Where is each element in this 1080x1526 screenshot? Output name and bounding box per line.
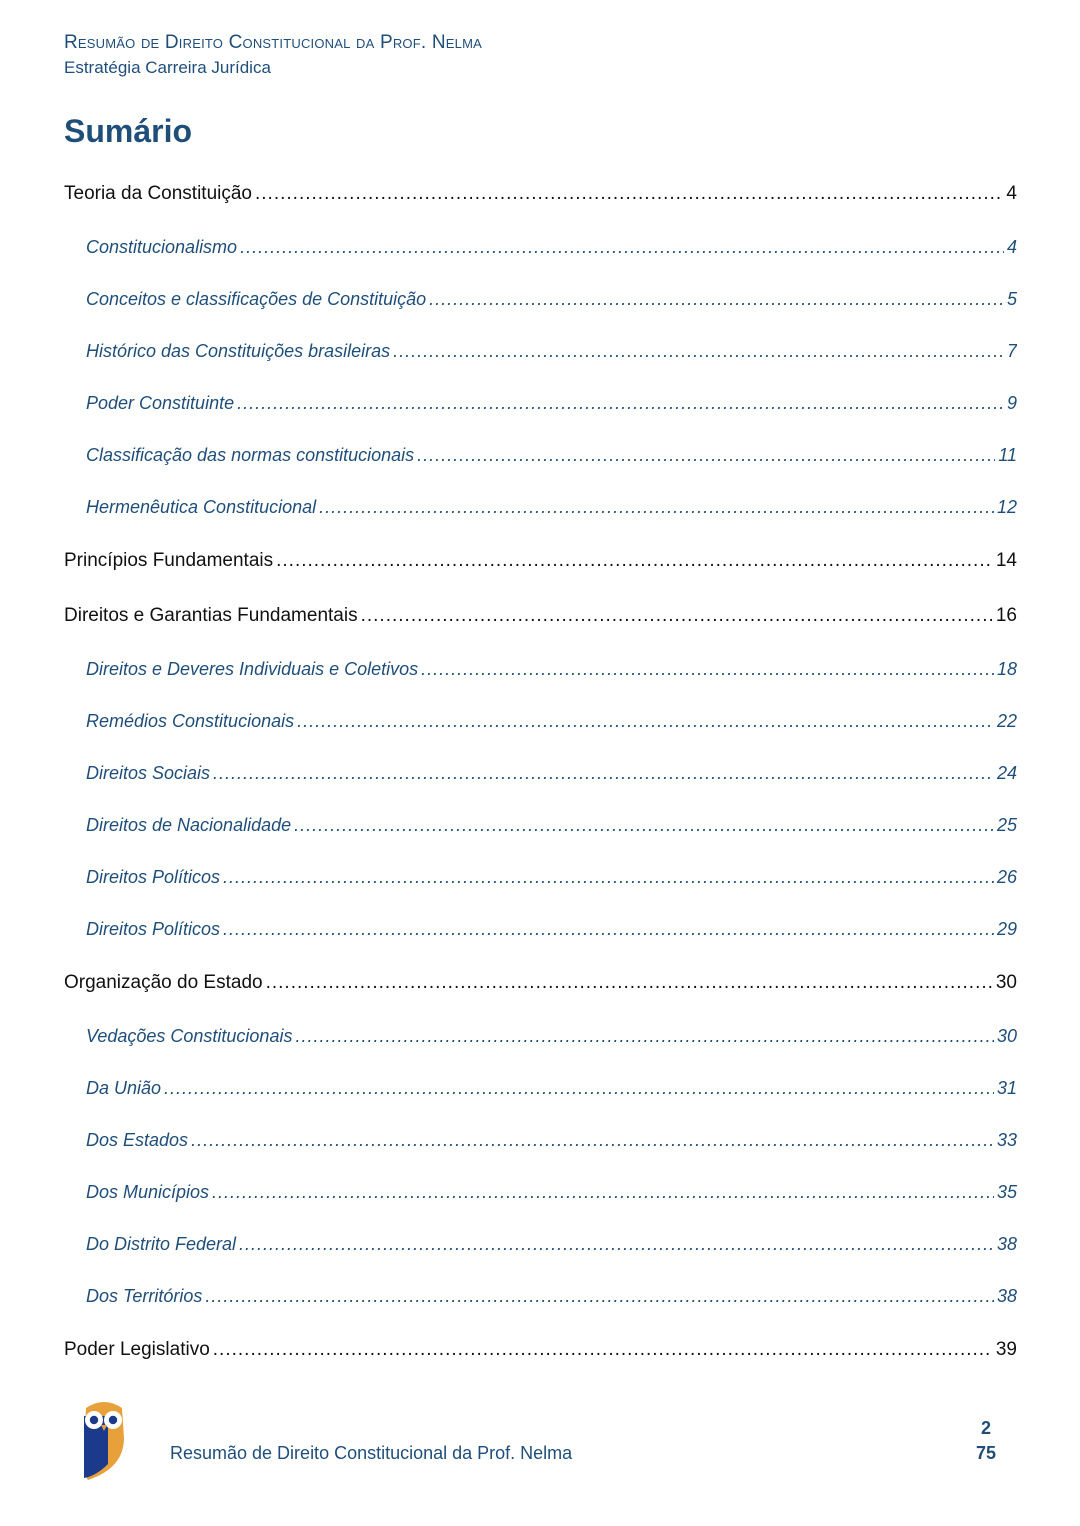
toc-heading: Sumário <box>64 113 193 149</box>
toc-entry-label: Do Distrito Federal <box>86 1234 237 1254</box>
toc-dot-leader <box>297 695 994 747</box>
toc-dot-leader <box>319 481 994 533</box>
toc-entry-label: Conceitos e classificações de Constituição <box>86 289 427 309</box>
toc-entry-page: 5 <box>1006 289 1017 309</box>
toc-entry-page: 11 <box>998 445 1017 465</box>
toc-entry-label: Organização do Estado <box>64 972 263 993</box>
toc-dot-leader <box>191 1114 994 1166</box>
header-title: Resumão de Direito Constitucional da Prof. Nelma <box>64 32 482 53</box>
toc-entry-label: Vedações Constitucionais <box>86 1026 293 1046</box>
owl-logo-icon <box>78 1398 130 1482</box>
toc-dot-leader <box>212 1166 994 1218</box>
toc-subsection-entry[interactable] <box>64 221 1017 273</box>
toc-entry-page: 39 <box>995 1339 1017 1360</box>
toc-dot-leader <box>213 1322 993 1377</box>
toc-entry-label: Direitos Sociais <box>86 763 211 783</box>
toc-subsection-entry[interactable] <box>64 1218 1017 1270</box>
toc-entry-label: Hermenêutica Constitucional <box>86 497 317 517</box>
toc-entry-page: 22 <box>996 711 1017 731</box>
toc-dot-leader <box>255 166 1003 221</box>
toc-entry-page: 24 <box>996 763 1017 783</box>
toc-subsection-entry[interactable] <box>64 429 1017 481</box>
toc-subsection-entry[interactable] <box>64 1270 1017 1322</box>
toc-subsection-entry[interactable] <box>64 747 1017 799</box>
toc-section-entry[interactable] <box>64 955 1017 1010</box>
toc-subsection-entry[interactable] <box>64 325 1017 377</box>
toc-entry-label: Direitos e Garantias Fundamentais <box>64 605 358 626</box>
toc-entry-label: Direitos Políticos <box>86 867 221 887</box>
toc-subsection-entry[interactable] <box>64 1166 1017 1218</box>
toc-entry-label: Teoria da Constituição <box>64 183 252 204</box>
page-number <box>968 1416 1004 1466</box>
toc-dot-leader <box>429 273 1004 325</box>
toc-entry-page: 25 <box>996 815 1017 835</box>
toc-dot-leader <box>240 221 1004 273</box>
toc-entry-page: 38 <box>996 1234 1017 1254</box>
toc-entry-page: 31 <box>996 1078 1017 1098</box>
toc-entry-label: Dos Estados <box>86 1130 189 1150</box>
table-of-contents <box>64 166 1017 1377</box>
toc-dot-leader <box>164 1062 994 1114</box>
toc-subsection-entry[interactable] <box>64 1062 1017 1114</box>
toc-entry-page: 14 <box>995 550 1017 571</box>
toc-section-entry[interactable] <box>64 1322 1017 1377</box>
toc-entry-page: 4 <box>1006 237 1017 257</box>
toc-section-entry[interactable] <box>64 533 1017 588</box>
toc-dot-leader <box>237 377 1004 429</box>
toc-entry-label: Dos Municípios <box>86 1182 210 1202</box>
toc-dot-leader <box>239 1218 994 1270</box>
toc-entry-page: 35 <box>996 1182 1017 1202</box>
toc-subsection-entry[interactable] <box>64 643 1017 695</box>
toc-dot-leader <box>361 588 993 643</box>
toc-subsection-entry[interactable] <box>64 695 1017 747</box>
toc-entry-label: Direitos e Deveres Individuais e Coletivos <box>86 659 419 679</box>
toc-entry-page: 7 <box>1006 341 1017 361</box>
toc-entry-page: 12 <box>996 497 1017 517</box>
toc-entry-label: Classificação das normas constitucionais <box>86 445 415 465</box>
toc-dot-leader <box>276 533 993 588</box>
toc-entry-label: Direitos de Nacionalidade <box>86 815 292 835</box>
toc-entry-page: 30 <box>995 972 1017 993</box>
toc-entry-label: Direitos Políticos <box>86 919 221 939</box>
toc-dot-leader <box>295 1010 994 1062</box>
toc-dot-leader <box>223 851 994 903</box>
toc-dot-leader <box>417 429 995 481</box>
toc-entry-label: Da União <box>86 1078 162 1098</box>
page-current: 2 <box>980 1418 991 1438</box>
toc-entry-page: 38 <box>996 1286 1017 1306</box>
toc-subsection-entry[interactable] <box>64 273 1017 325</box>
toc-entry-page: 26 <box>996 867 1017 887</box>
page-total: 75 <box>975 1443 997 1463</box>
toc-entry-label: Remédios Constitucionais <box>86 711 295 731</box>
toc-entry-page: 30 <box>996 1026 1017 1046</box>
toc-entry-page: 4 <box>1006 183 1017 204</box>
toc-subsection-entry[interactable] <box>64 799 1017 851</box>
toc-dot-leader <box>421 643 994 695</box>
toc-dot-leader <box>213 747 994 799</box>
toc-entry-page: 9 <box>1006 393 1017 413</box>
toc-subsection-entry[interactable] <box>64 1010 1017 1062</box>
toc-subsection-entry[interactable] <box>64 903 1017 955</box>
toc-entry-label: Poder Legislativo <box>64 1339 210 1360</box>
toc-section-entry[interactable] <box>64 588 1017 643</box>
toc-dot-leader <box>223 903 994 955</box>
toc-subsection-entry[interactable] <box>64 1114 1017 1166</box>
toc-entry-label: Constitucionalismo <box>86 237 238 257</box>
toc-entry-page: 16 <box>995 605 1017 626</box>
toc-dot-leader <box>294 799 994 851</box>
toc-subsection-entry[interactable] <box>64 851 1017 903</box>
toc-dot-leader <box>266 955 993 1010</box>
toc-entry-label: Dos Territórios <box>86 1286 203 1306</box>
toc-subsection-entry[interactable] <box>64 481 1017 533</box>
toc-entry-label: Histórico das Constituições brasileiras <box>86 341 391 361</box>
toc-dot-leader <box>205 1270 994 1322</box>
header-subtitle: Estratégia Carreira Jurídica <box>64 58 271 77</box>
toc-entry-page: 29 <box>996 919 1017 939</box>
toc-subsection-entry[interactable] <box>64 377 1017 429</box>
toc-entry-page: 33 <box>996 1130 1017 1150</box>
toc-entry-label: Princípios Fundamentais <box>64 550 274 571</box>
toc-entry-label: Poder Constituinte <box>86 393 235 413</box>
toc-entry-page: 18 <box>996 659 1017 679</box>
footer-text: Resumão de Direito Constitucional da Prof. Nelma <box>170 1443 573 1463</box>
toc-dot-leader <box>393 325 1004 377</box>
page-header <box>64 30 482 80</box>
toc-section-entry[interactable] <box>64 166 1017 221</box>
